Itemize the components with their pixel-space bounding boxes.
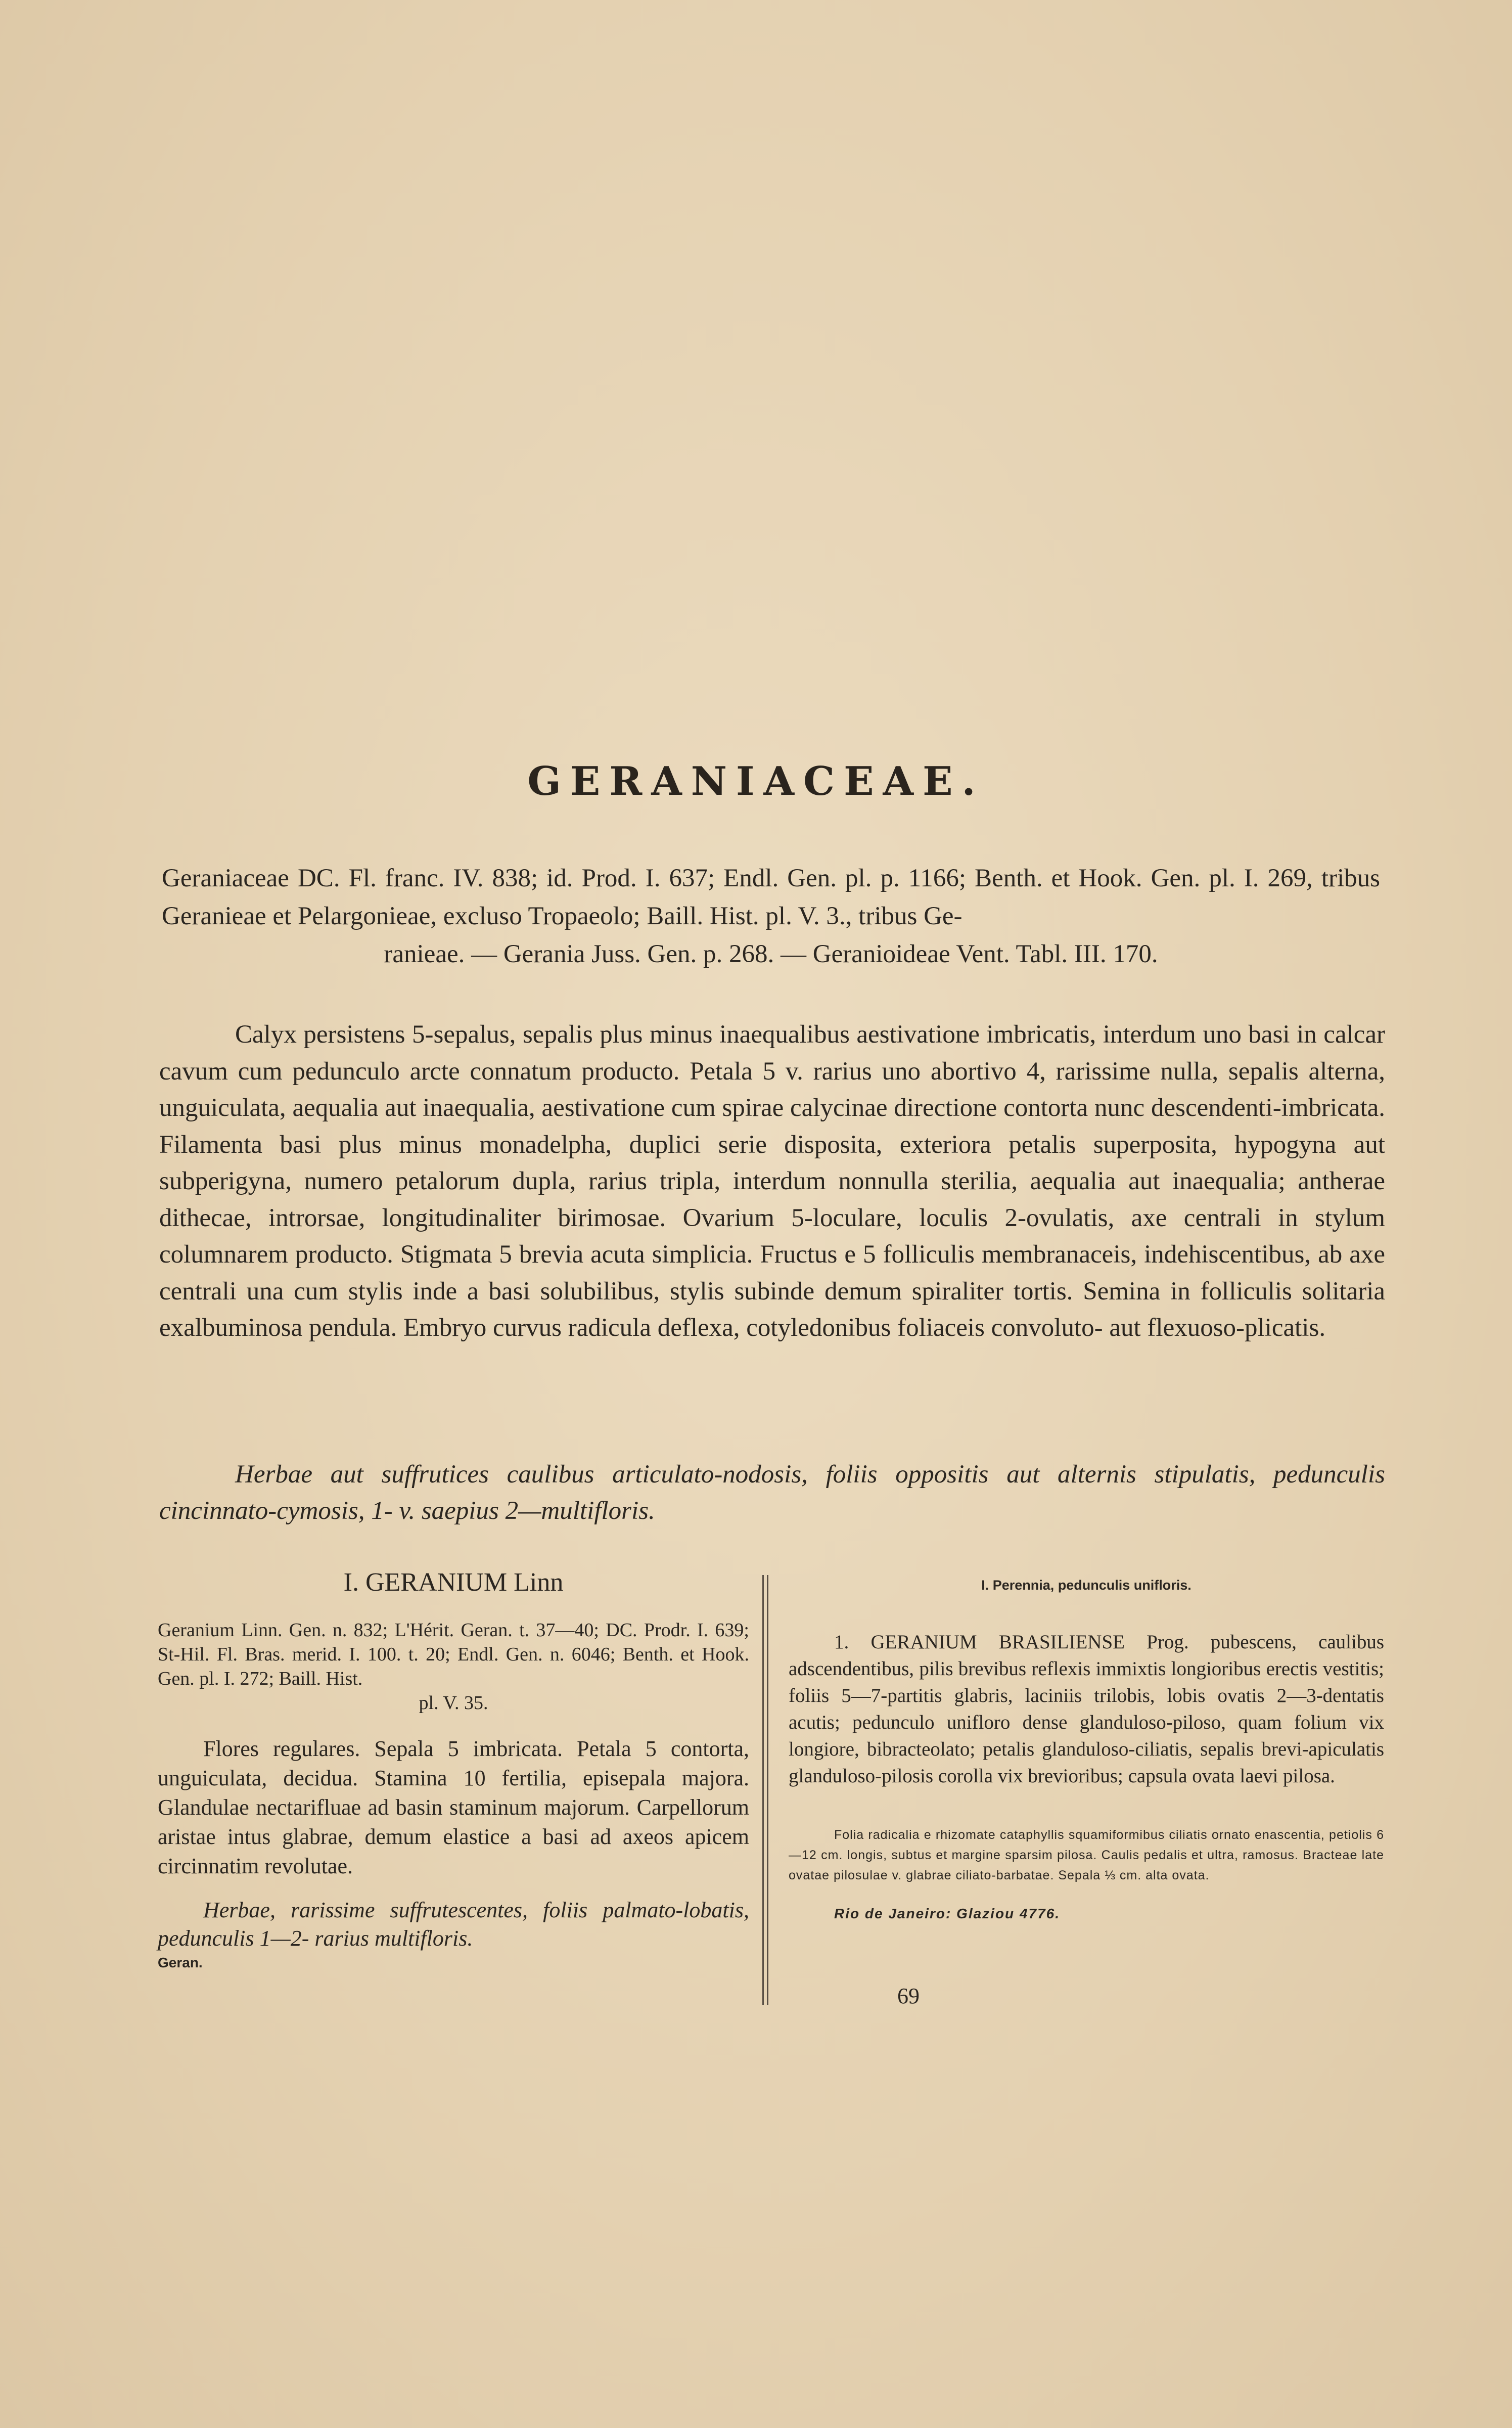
- section-heading: I. Perennia, pedunculis unifloris.: [981, 1578, 1192, 1593]
- family-synonymy-text: Geraniaceae DC. Fl. franc. IV. 838; id. Prod. I. 637; Endl. Gen. pl. p. 1166; Benth. et Hook. Gen. pl. I. 269, tribus Geranieae et Pelargonieae, excluso Tropaeolo; Baill. Hist. pl. V. 3., tribus Ge-: [162, 864, 1380, 930]
- signature-mark: Geran.: [158, 1955, 203, 1970]
- genus-heading: I. GERANIUM Linn: [343, 1568, 564, 1597]
- page-number: 69: [897, 1984, 920, 2008]
- species-locality: Rio de Janeiro: Glaziou 4776.: [834, 1906, 1061, 1921]
- column-divider: [762, 1575, 768, 2005]
- species-note: Folia radicalia e rhizomate cataphyllis squamiformibus ciliatis ornato enascentia, petiolis 6—12 cm. longis, subtus et margine sparsim pilosa. Caulis pedalis et ultra, ramosus. Bracteae late ovatae pilosulae v. glabrae ciliato-barbatae. Sepala ⅓ cm. alta ovata.: [789, 1828, 1384, 1882]
- genus-synonymy-text: Geranium Linn. Gen. n. 832; L'Hérit. Geran. t. 37—40; DC. Prodr. I. 639; St-Hil. Fl. Bras. merid. I. 100. t. 20; Endl. Gen. n. 6046; Benth. et Hook. Gen. pl. I. 272; Baill. Hist.: [158, 1620, 749, 1689]
- left-column: [158, 1567, 749, 1971]
- genus-synonymy-last-line: pl. V. 35.: [419, 1692, 488, 1714]
- right-column: [789, 1578, 1384, 1923]
- family-description: Calyx persistens 5-sepalus, sepalis plus minus inaequalibus aestivatione imbricatis, interdum uno basi in calcar cavum cum pedunculo arcte connatum producto. Petala 5 v. rarius uno abortivo 4, rarissime nulla, sepalis alterna, unguiculata, aequalia aut inaequalia, aestivatione cum spirae calycinae directione contorta nunc descendenti-imbricata. Filamenta basi plus minus monadelpha, duplici serie disposita, exteriora petalis superposita, hypogyna aut subperigyna, numero petalorum dupla, rarius tripla, interdum nonnulla sterilia, aequalia aut inaequalia; antherae dithecae, introrsae, longitudinaliter birimosae. Ovarium 5-loculare, loculis 2-ovulatis, axe centrali in stylum columnarem producto. Stigmata 5 brevia acuta simplicia. Fructus e 5 folliculis membranaceis, indehiscentibus, ab axe centrali una cum stylis inde a basi solubilibus, stylis subinde demum spiraliter tortis. Semina in folliculis solitaria exalbuminosa pendula. Embryo curvus radicula deflexa, cotyledonibus foliaceis convoluto- aut flexuoso-plicatis.: [159, 1020, 1385, 1342]
- genus-habitus: Herbae, rarissime suffrutescentes, foliis palmato-lobatis, pedunculis 1—2- rarius multifloris.: [158, 1898, 749, 1951]
- species-description: 1. GERANIUM BRASILIENSE Prog. pubescens, caulibus adscendentibus, pilis brevibus reflexis immixtis longioribus erectis vestitis; foliis 5—7-partitis glabris, laciniis trilobis, lobis ovatis 2—3-dentatis acutis; pedunculo unifloro dense glanduloso-piloso, quam folium vix longiore, bibracteolato; petalis glanduloso-ciliatis, sepalis brevi-apiculatis glanduloso-pilosis corolla vix brevioribus; capsula ovata laevi pilosa.: [789, 1631, 1384, 1787]
- family-title: GERANIACEAE.: [527, 758, 985, 804]
- family-synonymy-last-line: ranieae. — Gerania Juss. Gen. p. 268. — Geranioideae Vent. Tabl. III. 170.: [384, 940, 1158, 968]
- genus-synonymy: [158, 1618, 749, 1715]
- family-synonymy: [162, 860, 1380, 973]
- genus-description: Flores regulares. Sepala 5 imbricata. Petala 5 contorta, unguiculata, decidua. Stamina 10 fertilia, episepala majora. Glandulae nectarifluae ad basin staminum majorum. Carpellorum aristae intus glabrae, demum elastice a basi ad axeos apicem circinnatim revolutae.: [158, 1736, 749, 1878]
- family-habitus: Herbae aut suffrutices caulibus articulato-nodosis, foliis oppositis aut alternis stipulatis, pedunculis cincinnato-cymosis, 1- v. saepius 2—multifloris.: [159, 1460, 1385, 1525]
